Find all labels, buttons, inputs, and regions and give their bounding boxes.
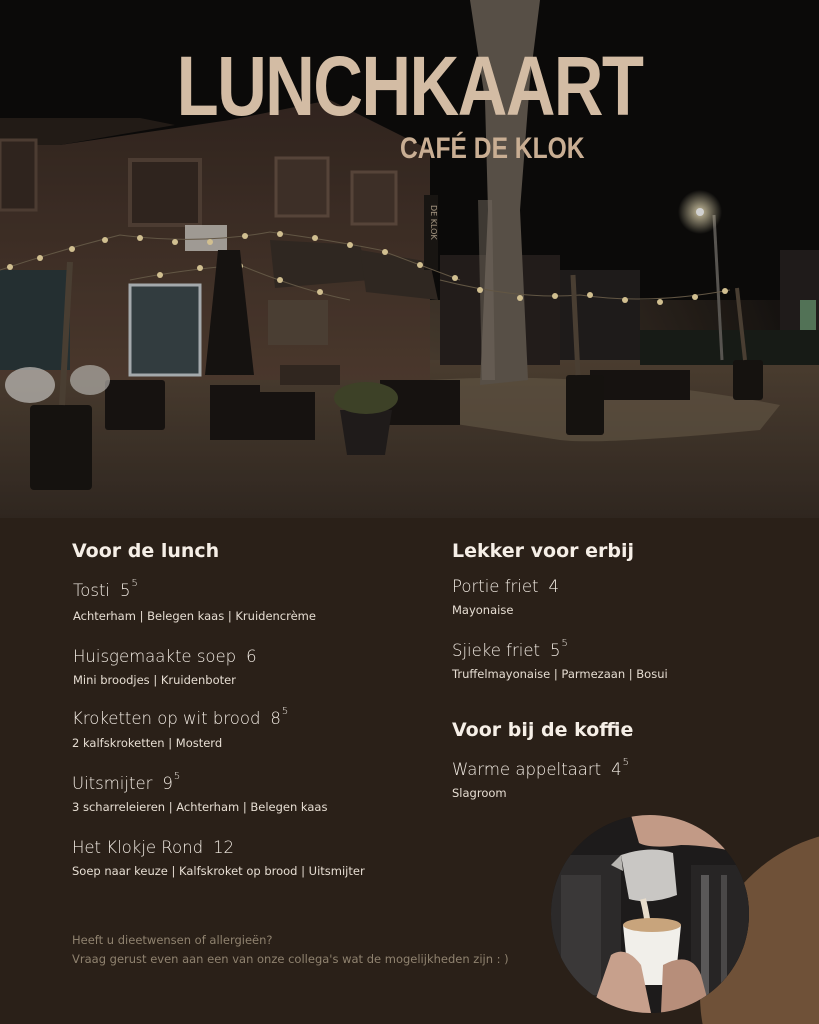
sign-de-klok: DE KLOK xyxy=(429,205,438,240)
menu-item-price-cents: 5 xyxy=(173,771,181,782)
menu-item-price: 8 xyxy=(270,709,281,728)
menu-item-price: 5 xyxy=(549,641,561,660)
menu-item-name: Tosti xyxy=(73,581,111,600)
menu-item-price: 4 xyxy=(611,760,622,779)
menu-item-name: Warme appeltaart xyxy=(452,760,602,779)
menu-item-description: Mini broodjes | Kruidenboter xyxy=(73,673,236,687)
latte-pour-illustration xyxy=(551,815,749,1013)
menu-item-price-cents: 5 xyxy=(561,638,568,649)
menu-item-name: Sjieke friet xyxy=(452,641,540,660)
menu-item-price: 6 xyxy=(246,647,257,666)
menu-item-name: Huisgemaakte soep xyxy=(73,647,237,666)
menu-item-name: Het Klokje Rond xyxy=(72,838,204,857)
menu-item-description: Achterham | Belegen kaas | Kruidencrème xyxy=(73,609,316,623)
section-title-coffee: Voor bij de koffie xyxy=(452,719,634,741)
menu-item-name: Portie friet xyxy=(452,577,539,596)
menu-item-portie-friet xyxy=(452,577,560,596)
menu-item-klokje-rond xyxy=(72,838,235,857)
menu-item-price: 12 xyxy=(213,838,235,857)
coffee-pour-photo xyxy=(551,815,749,1013)
menu-item-description: Truffelmayonaise | Parmezaan | Bosui xyxy=(452,667,668,681)
menu-item-price-cents: 5 xyxy=(281,706,289,717)
menu-item-kroketten xyxy=(72,706,289,728)
allergy-note-line-2: Vraag gerust even aan een van onze collega's wat de mogelijkheden zijn : ) xyxy=(72,952,509,966)
menu-item-description: Soep naar keuze | Kalfskroket op brood | Uitsmijter xyxy=(72,864,365,878)
menu-item-name: Uitsmijter xyxy=(72,774,153,793)
menu-item-price-cents: 5 xyxy=(131,578,138,589)
menu-item-description: Mayonaise xyxy=(452,603,514,617)
menu-item-price-cents: 5 xyxy=(622,757,629,768)
menu-item-description: 3 scharreleieren | Achterham | Belegen kaas xyxy=(72,800,328,814)
menu-item-uitsmijter xyxy=(72,771,181,793)
page-subtitle: CAFÉ DE KLOK xyxy=(400,132,585,165)
menu-item-price: 5 xyxy=(120,581,131,600)
section-title-lunch: Voor de lunch xyxy=(72,540,220,562)
menu-item-description: 2 kalfskroketten | Mosterd xyxy=(72,736,223,750)
menu-item-appeltaart xyxy=(452,757,629,779)
menu-item-name: Kroketten op wit brood xyxy=(72,709,261,728)
menu-item-soep xyxy=(73,647,258,666)
allergy-note-line-1: Heeft u dieetwensen of allergieën? xyxy=(72,933,273,947)
menu-item-description: Slagroom xyxy=(452,786,507,800)
menu-item-sjieke-friet xyxy=(452,638,568,660)
page-title: LUNCHKAART xyxy=(176,39,643,133)
section-title-extras: Lekker voor erbij xyxy=(452,540,634,562)
menu-item-price: 4 xyxy=(548,577,559,596)
menu-item-tosti xyxy=(73,578,138,600)
menu-item-price: 9 xyxy=(162,774,173,793)
